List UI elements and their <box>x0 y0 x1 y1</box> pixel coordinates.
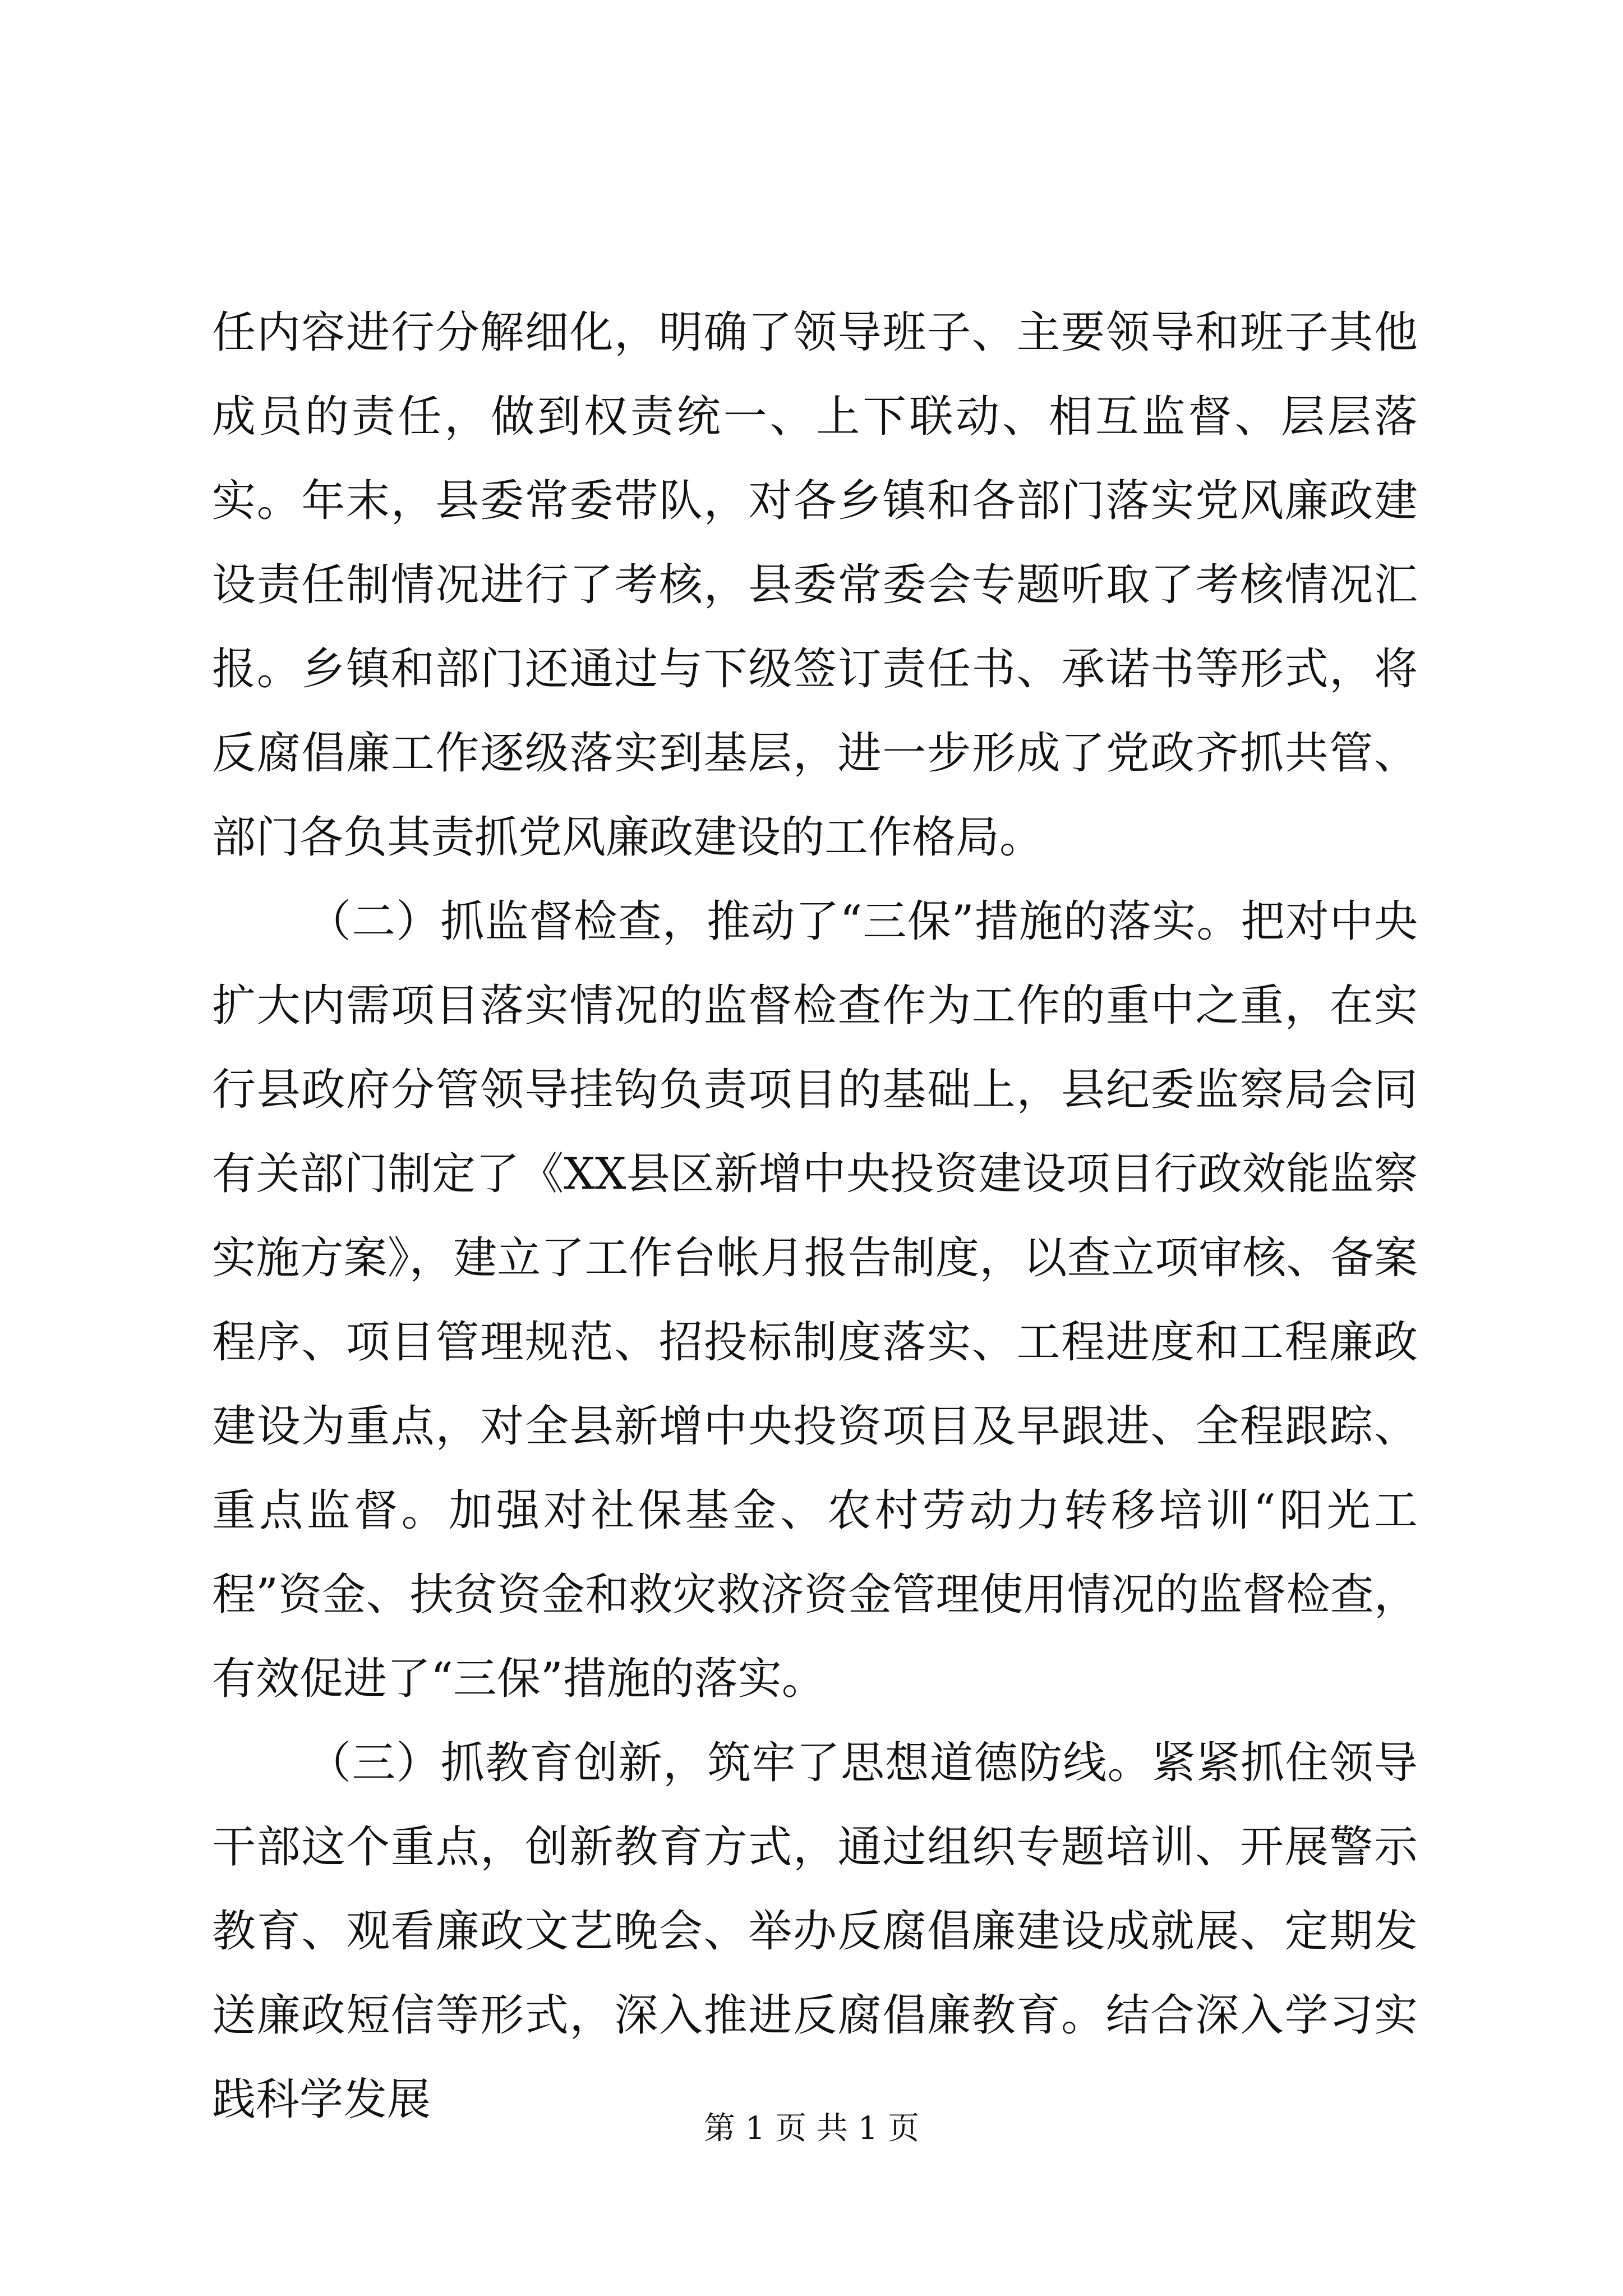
page-footer: 第 1 页 共 1 页 <box>703 2110 920 2147</box>
paragraph-education: （三）抓教育创新，筑牢了思想道德防线。紧紧抓住领导干部这个重点，创新教育方式，通过组织专题培训、开展警示教育、观看廉政文艺晚会、举办反腐倡廉建设成就展、定期发送廉政短信等形式，深入推进反腐倡廉教育。结合深入学习实践科学发展 <box>212 1738 1418 2125</box>
paragraph-supervision: （二）抓监督检查，推动了“三保”措施的落实。把对中央扩大内需项目落实情况的监督检查作为工作的重中之重，在实行县政府分管领导挂钩负责项目的基础上，县纪委监察局会同有关部门制定了《XX县区新增中央投资建设项目行政效能监察实施方案》，建立了工作台帐月报告制度，以查立项审核、备案程序、项目管理规范、招投标制度落实、工程进度和工程廉政建设为重点，对全县新增中央投资项目及早跟进、全程跟踪、重点监督。加强对社保基金、农村劳动力转移培训“阳光工程”资金、扶贫资金和救灾救济资金管理使用情况的监督检查，有效促进了“三保”措施的落实。 <box>212 896 1418 1704</box>
paragraph-continued: 任内容进行分解细化，明确了领导班子、主要领导和班子其他成员的责任，做到权责统一、上下联动、相互监督、层层落实。年末，县委常委带队，对各乡镇和各部门落实党风廉政建设责任制情况进行了考核，县委常委会专题听取了考核情况汇报。乡镇和部门还通过与下级签订责任书、承诺书等形式，将反腐倡廉工作逐级落实到基层，进一步形成了党政齐抓共管、部门各负其责抓党风廉政建设的工作格局。 <box>212 307 1418 863</box>
document-body <box>212 291 1418 2142</box>
